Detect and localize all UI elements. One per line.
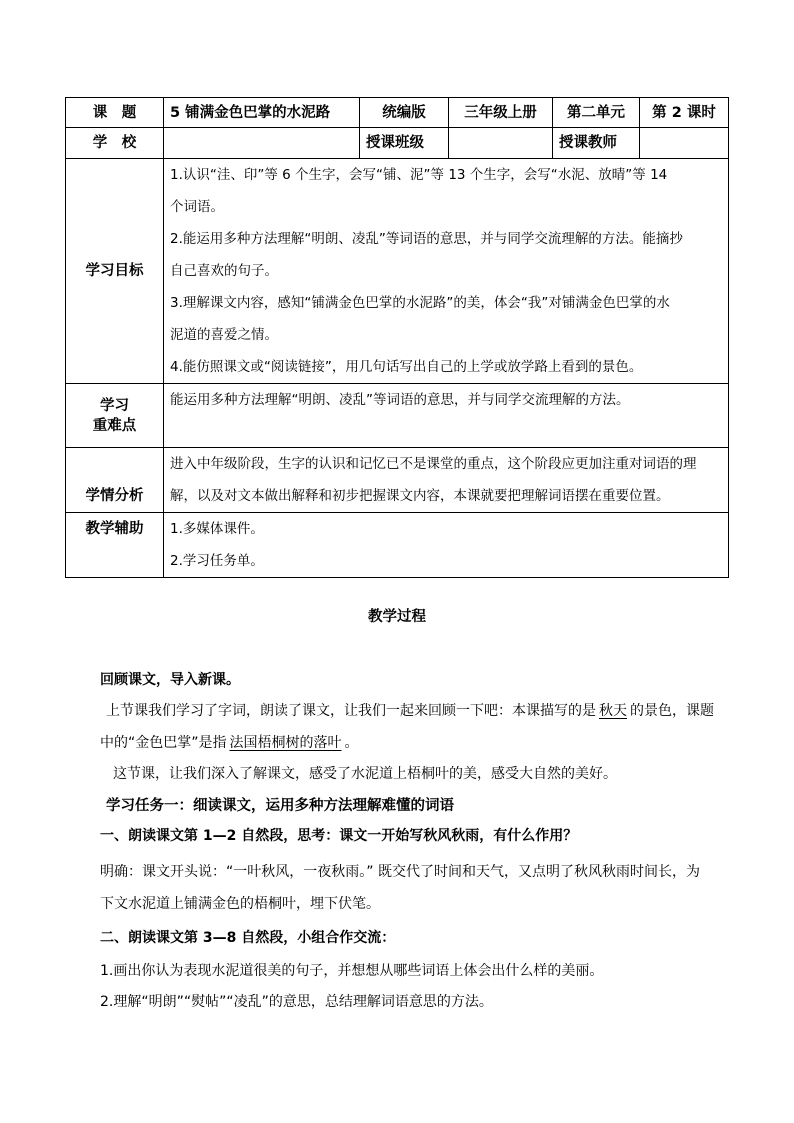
label-school: 学 校 — [66, 128, 164, 159]
difficulty-text: 能运用多种方法理解“明朗、凌乱”等词语的意思，并与同学交流理解的方法。 — [170, 392, 630, 408]
goals-row — [66, 159, 729, 384]
aid-item: 1.多媒体课件。 — [170, 521, 264, 537]
school-row — [66, 128, 729, 159]
goals-content — [164, 159, 729, 384]
lesson-info-table — [65, 97, 729, 578]
aids-row — [66, 513, 729, 578]
question-2-item-2: 2.理解“明朗”“熨帖”“凌乱”的意思，总结理解词语意思的方法。 — [100, 994, 493, 1010]
goal-line: 个词语。 — [170, 199, 224, 215]
label-teacher: 授课教师 — [553, 128, 640, 159]
label-analysis: 学情分析 — [66, 448, 164, 513]
analysis-line: 进入中年级阶段，生字的认识和记忆已不是课堂的重点，这个阶段应更加注重对词语的理 — [170, 456, 697, 472]
answer-1-line1: 明确：课文开头说：“一叶秋风，一夜秋雨。” 既交代了时间和天气，又点明了秋风秋雨时间长，为 — [100, 864, 700, 880]
review-text-a: 上节课我们学习了字词，朗读了课文，让我们一起来回顾一下吧：本课描写的是 — [106, 703, 596, 719]
review-heading: 回顾课文，导入新课。 — [100, 672, 240, 688]
label-difficulty-line1: 学习 — [100, 397, 129, 414]
label-difficulty-line2: 重难点 — [92, 417, 137, 434]
task-1-heading: 学习任务一：细读课文，运用多种方法理解难懂的词语 — [106, 798, 454, 814]
analysis-row — [66, 448, 729, 513]
review-text-b: 的景色，课题 — [630, 703, 714, 719]
review-paragraph-line1 — [106, 695, 726, 727]
class-value — [449, 128, 553, 159]
edition-value: 统编版 — [360, 98, 449, 128]
fill-blank-meaning: 法国梧桐树的落叶 — [229, 735, 342, 751]
topic-value: 5 铺满金色巴掌的水泥路 — [164, 98, 360, 128]
review-text-c: 中的“金色巴掌”是指 — [100, 735, 227, 751]
review-text-d: 。 — [344, 735, 359, 751]
section-title: 教学过程 — [368, 609, 426, 625]
goal-line: 4.能仿照课文或“阅读链接”，用几句话写出自己的上学或放学路上看到的景色。 — [170, 359, 643, 375]
goal-line: 1.认识“洼、印”等 6 个生字，会写“铺、泥”等 13 个生字，会写“水泥、放晴”等 14 — [170, 167, 668, 183]
goal-line: 2.能运用多种方法理解“明朗、凌乱”等词语的意思，并与同学交流理解的方法。能摘抄 — [170, 231, 683, 247]
aid-item: 2.学习任务单。 — [170, 553, 264, 569]
lesson-value: 第 2 课时 — [640, 98, 729, 128]
header-row — [66, 98, 729, 128]
label-aids: 教学辅助 — [66, 513, 164, 578]
question-2-item-1: 1.画出你认为表现水泥道很美的句子，并想想从哪些词语上体会出什么样的美丽。 — [100, 963, 604, 979]
analysis-content — [164, 448, 729, 513]
label-class: 授课班级 — [360, 128, 449, 159]
label-topic: 课 题 — [66, 98, 164, 128]
grade-value: 三年级上册 — [449, 98, 553, 128]
answer-1-line2: 下文水泥道上铺满金色的梧桐叶，埋下伏笔。 — [100, 896, 380, 912]
label-goals: 学习目标 — [66, 159, 164, 384]
review-paragraph-2: 这节课，让我们深入了解课文，感受了水泥道上梧桐叶的美，感受大自然的美好。 — [113, 766, 617, 782]
analysis-line: 解，以及对文本做出解释和初步把握课文内容，本课就要把理解词语摆在重要位置。 — [170, 488, 670, 504]
question-1: 一、朗读课文第 1—2 自然段，思考：课文一开始写秋风秋雨，有什么作用？ — [100, 828, 578, 844]
fill-blank-season: 秋天 — [599, 703, 627, 719]
difficulty-row — [66, 384, 729, 448]
aids-content — [164, 513, 729, 578]
goal-line: 自己喜欢的句子。 — [170, 263, 278, 279]
school-value — [164, 128, 360, 159]
difficulty-content — [164, 384, 729, 448]
unit-value: 第二单元 — [553, 98, 640, 128]
goal-line: 3.理解课文内容，感知“铺满金色巴掌的水泥路”的美，体会“我”对铺满金色巴掌的水 — [170, 295, 670, 311]
review-paragraph-line2 — [100, 727, 725, 759]
question-2: 二、朗读课文第 3—8 自然段，小组合作交流： — [100, 930, 396, 946]
label-difficulty — [66, 384, 164, 448]
goal-line: 泥道的喜爱之情。 — [170, 327, 278, 343]
teacher-value — [640, 128, 729, 159]
